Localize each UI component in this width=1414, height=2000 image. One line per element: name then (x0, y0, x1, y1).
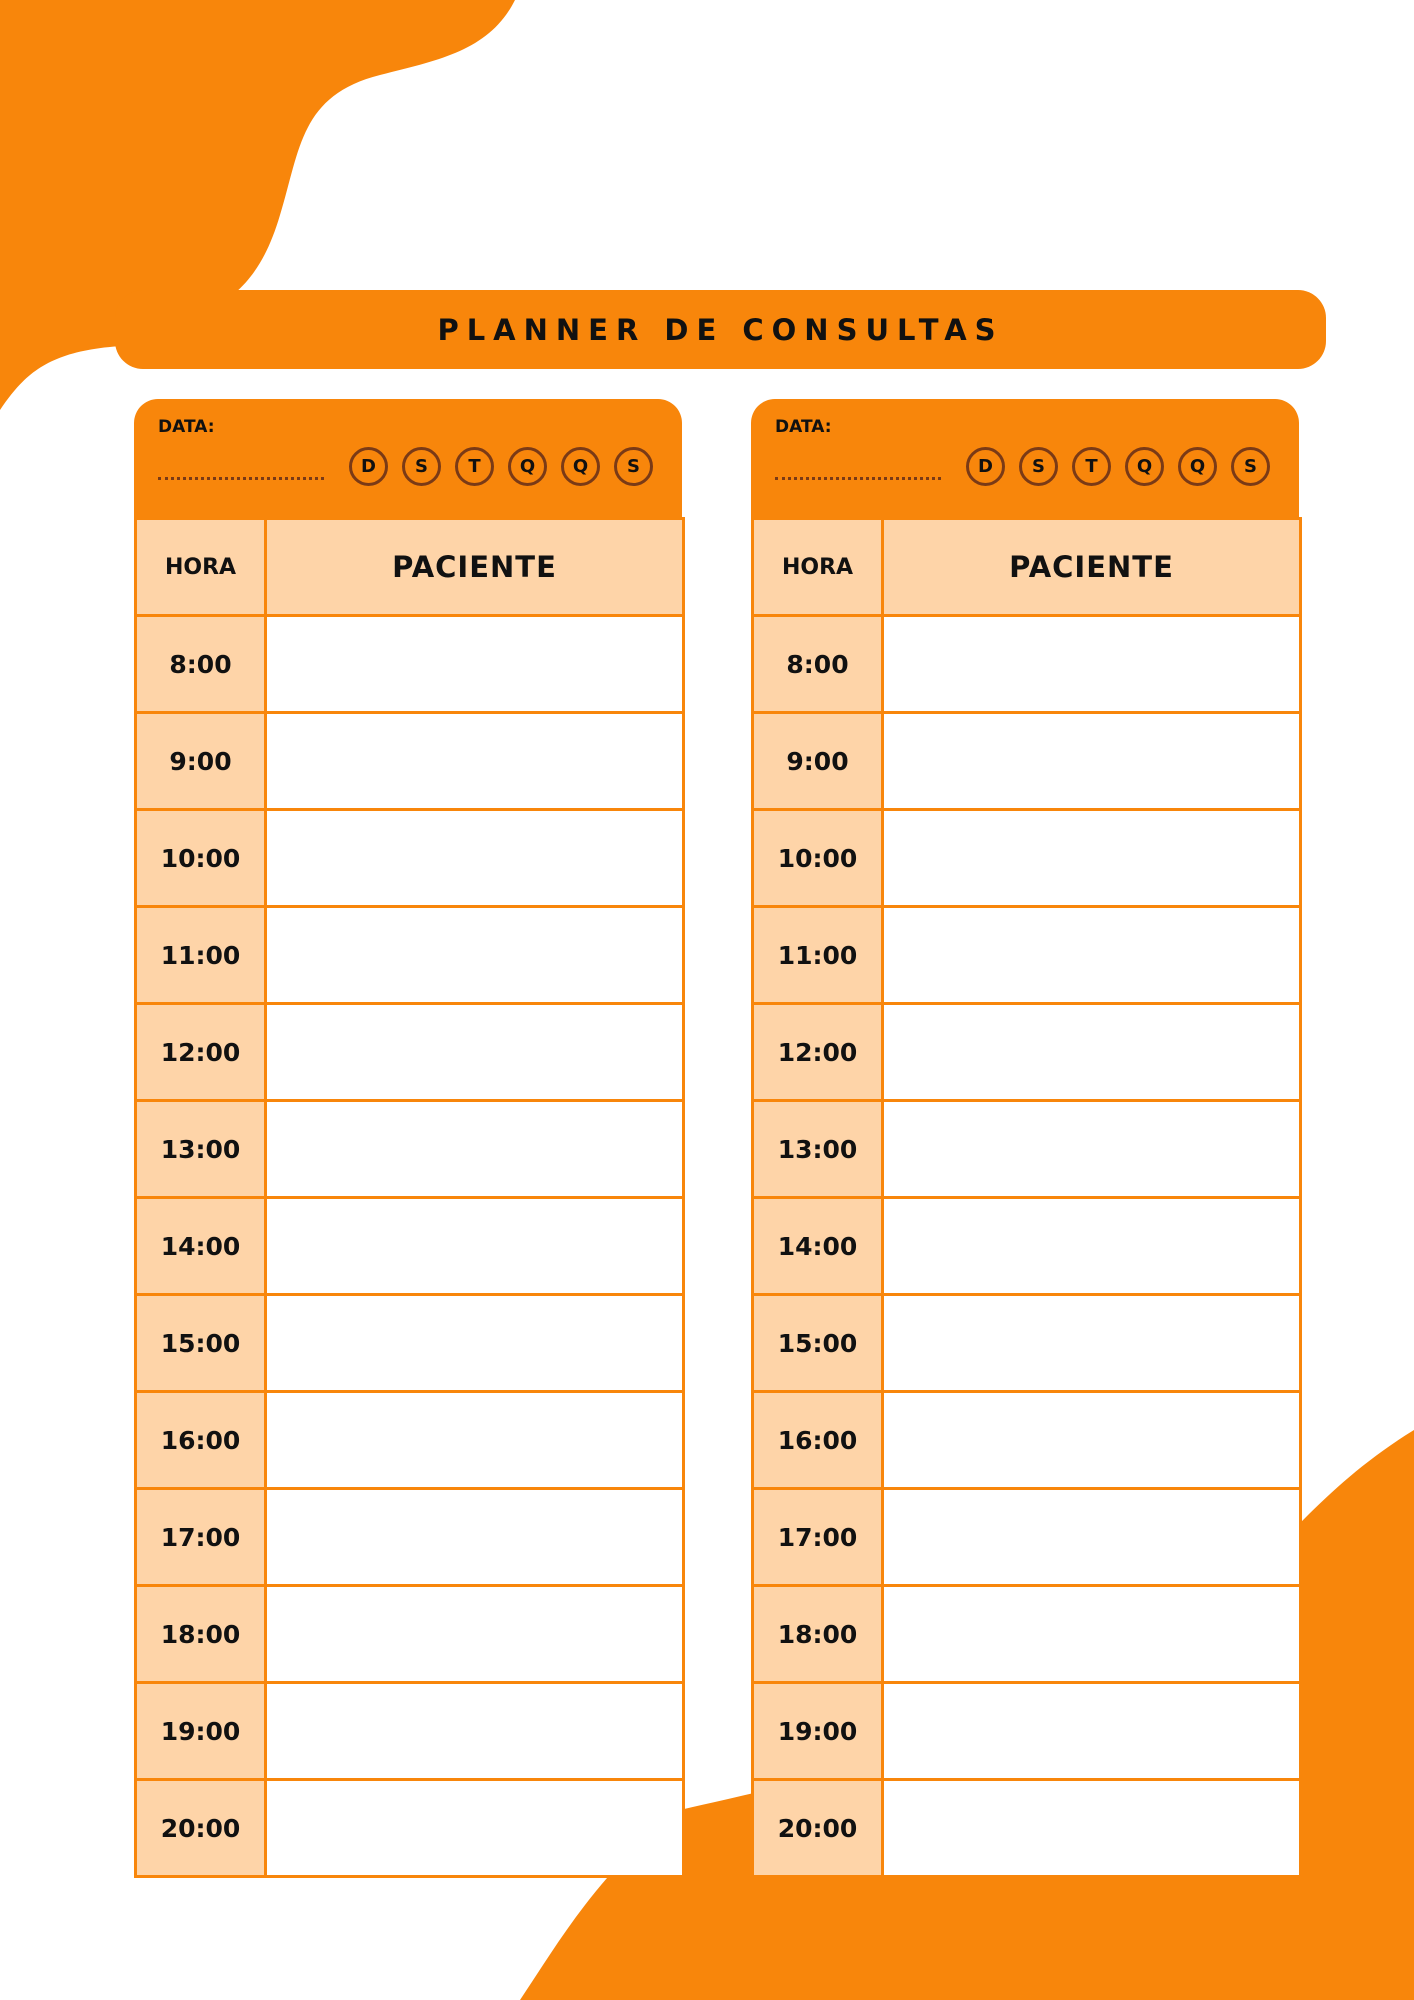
table-row (136, 1295, 684, 1392)
paciente-header: PACIENTE (266, 519, 684, 616)
patient-cell[interactable] (266, 1198, 684, 1295)
hour-cell: 14:00 (753, 1198, 883, 1295)
patient-cell[interactable] (883, 1295, 1301, 1392)
paciente-header: PACIENTE (883, 519, 1301, 616)
hour-cell: 17:00 (753, 1489, 883, 1586)
hour-cell: 18:00 (753, 1586, 883, 1683)
table-row (753, 1101, 1301, 1198)
hour-cell: 17:00 (136, 1489, 266, 1586)
patient-cell[interactable] (883, 1392, 1301, 1489)
weekday-circle[interactable]: Q (508, 447, 547, 486)
table-row (753, 1586, 1301, 1683)
hour-cell: 8:00 (136, 616, 266, 713)
hour-cell: 20:00 (136, 1780, 266, 1877)
weekday-circle[interactable]: S (1231, 447, 1270, 486)
hour-cell: 13:00 (136, 1101, 266, 1198)
hour-cell: 18:00 (136, 1586, 266, 1683)
table-row (136, 1101, 684, 1198)
weekday-circle[interactable]: T (1072, 447, 1111, 486)
hour-cell: 20:00 (753, 1780, 883, 1877)
title-bar (115, 290, 1326, 369)
hour-cell: 13:00 (753, 1101, 883, 1198)
table-row (753, 713, 1301, 810)
table-row (136, 810, 684, 907)
patient-cell[interactable] (883, 1489, 1301, 1586)
date-label: DATA: (775, 417, 832, 437)
patient-cell[interactable] (266, 616, 684, 713)
hour-cell: 9:00 (753, 713, 883, 810)
patient-cell[interactable] (266, 810, 684, 907)
table-row (136, 1683, 684, 1780)
hour-cell: 8:00 (753, 616, 883, 713)
patient-cell[interactable] (883, 713, 1301, 810)
table-row (136, 713, 684, 810)
planner-header (751, 399, 1299, 517)
weekday-circle[interactable]: Q (561, 447, 600, 486)
patient-cell[interactable] (883, 1101, 1301, 1198)
hour-cell: 16:00 (136, 1392, 266, 1489)
hour-cell: 16:00 (753, 1392, 883, 1489)
patient-cell[interactable] (266, 1295, 684, 1392)
patient-cell[interactable] (266, 1489, 684, 1586)
patient-cell[interactable] (883, 907, 1301, 1004)
date-field[interactable] (775, 477, 941, 480)
table-row (136, 1004, 684, 1101)
patient-cell[interactable] (883, 1198, 1301, 1295)
weekday-circle[interactable]: S (1019, 447, 1058, 486)
date-field[interactable] (158, 477, 324, 480)
table-row (753, 907, 1301, 1004)
table-row (753, 1004, 1301, 1101)
hora-header: HORA (753, 519, 883, 616)
hour-cell: 9:00 (136, 713, 266, 810)
weekday-selector (966, 447, 1270, 487)
patient-cell[interactable] (266, 713, 684, 810)
hour-cell: 19:00 (136, 1683, 266, 1780)
weekday-circle[interactable]: D (349, 447, 388, 486)
patient-cell[interactable] (883, 1780, 1301, 1877)
table-row (136, 1392, 684, 1489)
table-row (753, 1489, 1301, 1586)
table-header-row (753, 519, 1301, 616)
table-row (753, 1683, 1301, 1780)
table-row (753, 1392, 1301, 1489)
hour-cell: 12:00 (136, 1004, 266, 1101)
hour-cell: 12:00 (753, 1004, 883, 1101)
hora-header: HORA (136, 519, 266, 616)
weekday-circle[interactable]: S (614, 447, 653, 486)
patient-cell[interactable] (266, 907, 684, 1004)
weekday-circle[interactable]: D (966, 447, 1005, 486)
planner-left (134, 399, 682, 1914)
planner-right (751, 399, 1299, 1914)
weekday-circle[interactable]: Q (1178, 447, 1217, 486)
patient-cell[interactable] (266, 1586, 684, 1683)
patient-cell[interactable] (883, 616, 1301, 713)
table-row (753, 616, 1301, 713)
table-header-row (136, 519, 684, 616)
hour-cell: 15:00 (753, 1295, 883, 1392)
patient-cell[interactable] (266, 1004, 684, 1101)
table-row (753, 810, 1301, 907)
patient-cell[interactable] (266, 1780, 684, 1877)
hour-cell: 15:00 (136, 1295, 266, 1392)
hour-cell: 19:00 (753, 1683, 883, 1780)
hour-cell: 11:00 (136, 907, 266, 1004)
date-label: DATA: (158, 417, 215, 437)
table-row (753, 1198, 1301, 1295)
patient-cell[interactable] (266, 1392, 684, 1489)
patient-cell[interactable] (883, 1683, 1301, 1780)
hour-cell: 14:00 (136, 1198, 266, 1295)
hour-cell: 10:00 (753, 810, 883, 907)
patient-cell[interactable] (266, 1101, 684, 1198)
patient-cell[interactable] (883, 1586, 1301, 1683)
table-row (136, 907, 684, 1004)
hour-cell: 11:00 (753, 907, 883, 1004)
weekday-circle[interactable]: Q (1125, 447, 1164, 486)
patient-cell[interactable] (266, 1683, 684, 1780)
weekday-selector (349, 447, 653, 487)
table-row (136, 1586, 684, 1683)
planner-header (134, 399, 682, 517)
table-row (136, 1198, 684, 1295)
schedule-table (751, 517, 1302, 1878)
hour-cell: 10:00 (136, 810, 266, 907)
page-title: PLANNER DE CONSULTAS (437, 312, 1004, 347)
patient-cell[interactable] (883, 1004, 1301, 1101)
patient-cell[interactable] (883, 810, 1301, 907)
table-row (136, 616, 684, 713)
schedule-table (134, 517, 685, 1878)
weekday-circle[interactable]: T (455, 447, 494, 486)
table-row (753, 1295, 1301, 1392)
table-row (753, 1780, 1301, 1877)
weekday-circle[interactable]: S (402, 447, 441, 486)
table-row (136, 1489, 684, 1586)
table-row (136, 1780, 684, 1877)
